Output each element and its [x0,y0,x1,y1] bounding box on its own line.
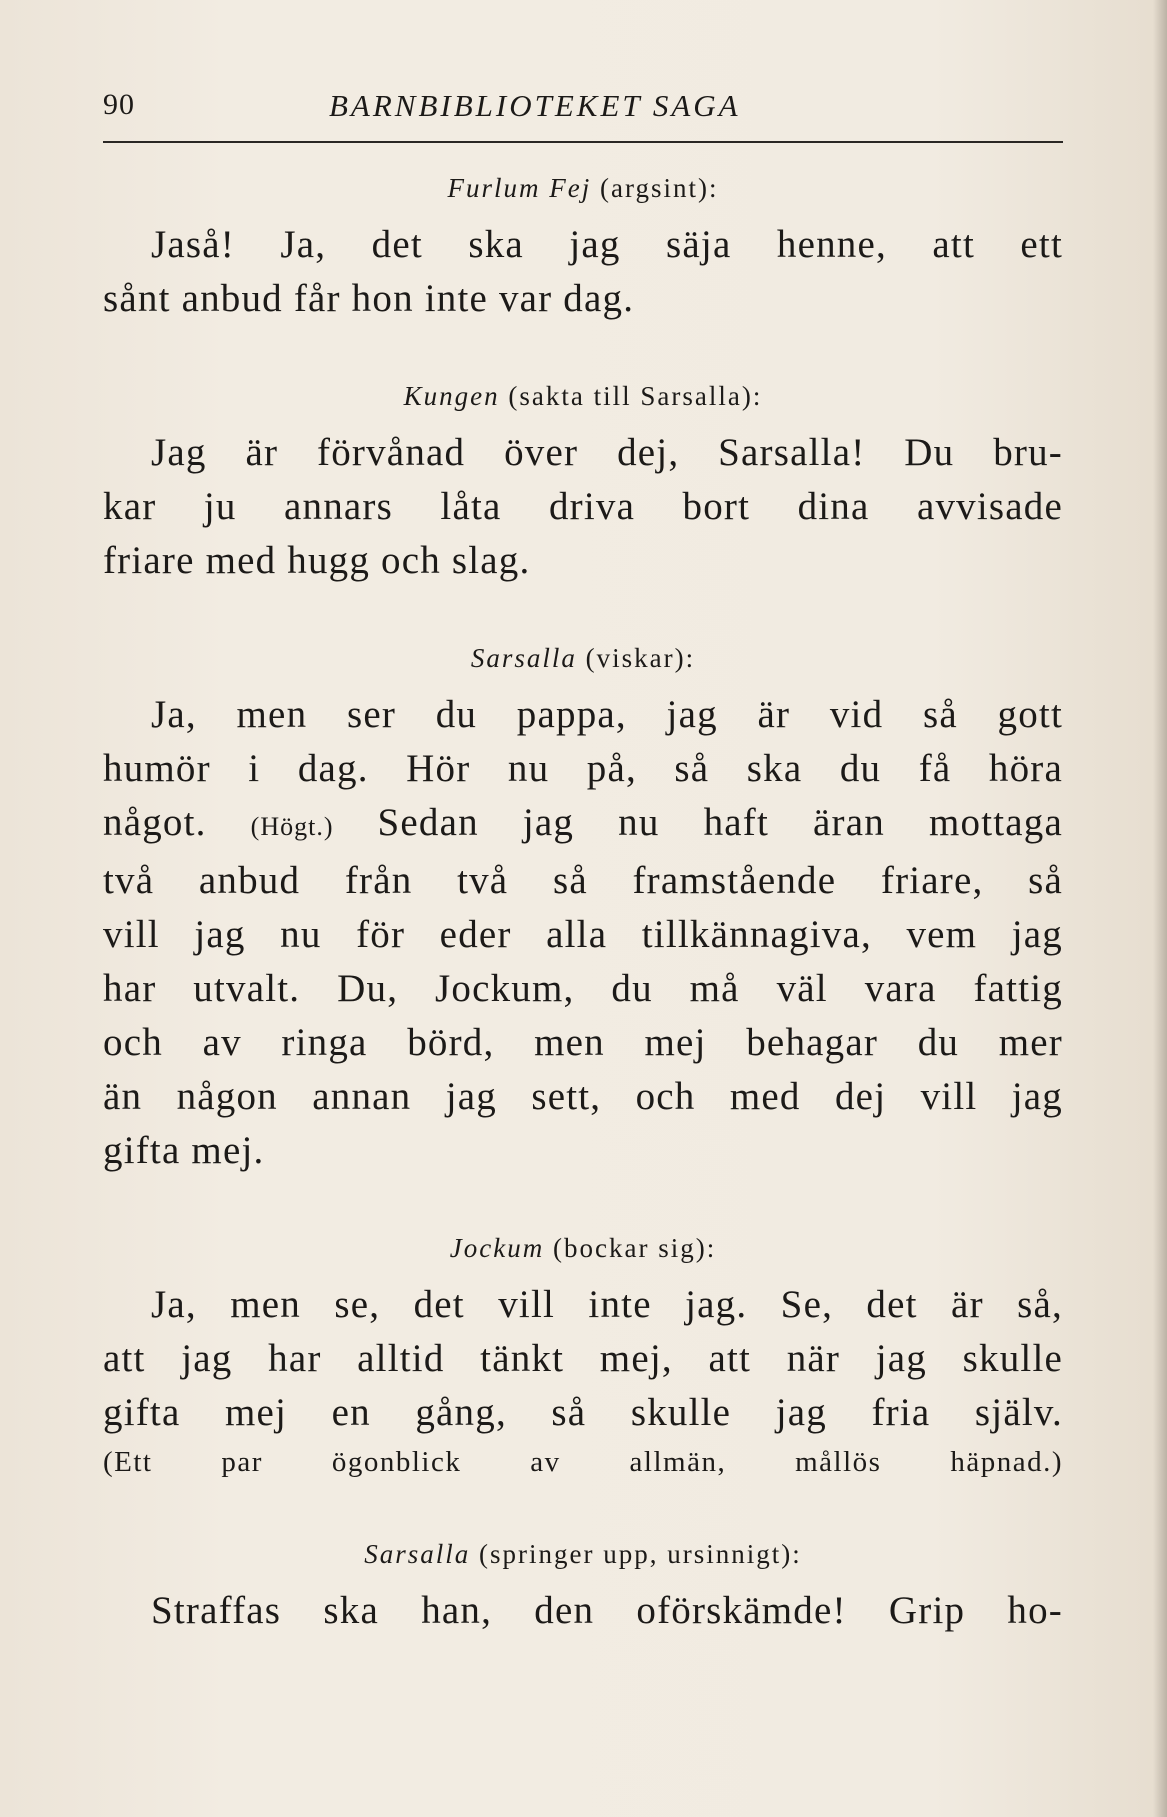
speech-line: humör i dag. Hör nu på, så ska du få höra [103,747,1063,790]
speaker-name: Furlum Fej [447,173,592,203]
speech-line: friare med hugg och slag. [103,539,531,582]
page-number: 90 [103,88,135,121]
speech-paragraph [103,688,1063,1178]
speech-line: sånt anbud får hon inte var dag. [103,277,635,320]
speaker-heading [103,170,1063,206]
speech-paragraph [103,1584,1063,1638]
speech-fragment: Sedan jag nu haft äran mottaga [377,801,1064,844]
speech-paragraph [103,1278,1063,1440]
speech-line-with-aside [103,796,1063,854]
speaker-name: Sarsalla [470,643,577,673]
speaker-name: Kungen [403,381,500,411]
speech-line: vill jag nu för eder alla tillkännagiva, vem jag [103,913,1063,956]
speaker-name: Jockum [449,1233,545,1263]
running-head: BARNBIBLIOTEKET SAGA [329,88,741,123]
speaker-direction: (viskar): [585,643,696,673]
speech-line: och av ringa börd, men mej behagar du mer [103,1021,1063,1064]
speech-line: än någon annan jag sett, och med dej vill jag [103,1075,1063,1118]
speaker-direction: (sakta till Sarsalla): [508,381,763,411]
speech-line: gifta mej. [103,1129,265,1172]
header-rule [103,141,1063,143]
speech-line: Straffas ska han, den oförskämde! Grip ho- [151,1589,1063,1632]
speech-paragraph [103,218,1063,326]
speech-line: kar ju annars låta driva bort dina avvisade [103,485,1063,528]
speaker-heading [103,1230,1063,1266]
speaker-name: Sarsalla [364,1539,471,1569]
speech-line: har utvalt. Du, Jockum, du må väl vara fattig [103,967,1063,1010]
speech-line: Jag är förvånad över dej, Sarsalla! Du bru- [151,431,1063,474]
page-edge-shadow [1153,0,1167,1817]
speech-fragment: något. [103,801,207,844]
speech-line: Ja, men ser du pappa, jag är vid så gott [151,693,1063,736]
speaker-direction: (argsint): [600,173,719,203]
speaker-heading [103,1536,1063,1572]
speech-line: Jaså! Ja, det ska jag säja henne, att ett [151,223,1063,266]
speaker-heading [103,378,1063,414]
play-text [103,170,1063,1638]
speaker-heading [103,640,1063,676]
speaker-direction: (bockar sig): [553,1233,717,1263]
speech-line: två anbud från två så framstående friare, så [103,859,1063,902]
speech-line: gifta mej en gång, så skulle jag fria själv. [103,1391,1063,1434]
stage-aside: (Högt.) [250,812,334,841]
speaker-direction: (springer upp, ursinnigt): [479,1539,802,1569]
stage-direction: (Ett par ögonblick av allmän, mållös häpnad.) [103,1446,1063,1478]
speech-paragraph [103,426,1063,588]
speech-line: Ja, men se, det vill inte jag. Se, det är så, [151,1283,1063,1326]
page-header [103,88,1063,138]
speech-line: att jag har alltid tänkt mej, att när jag skulle [103,1337,1063,1380]
